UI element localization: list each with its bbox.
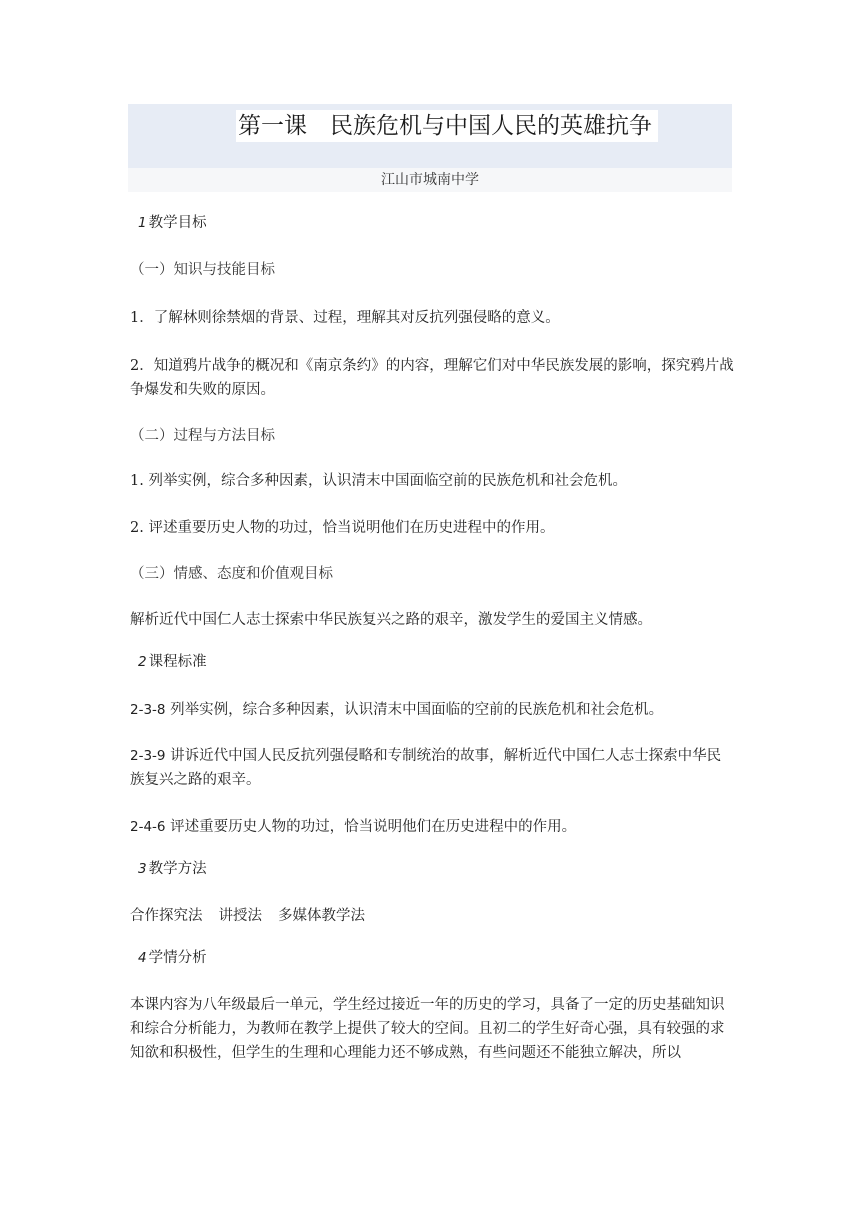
teaching-methods-list: [130, 904, 734, 928]
subheading-process-methods: （二）过程与方法目标: [130, 428, 275, 444]
subheading-emotion-values: （三）情感、态度和价值观目标: [130, 566, 333, 582]
standard-code: 2-4-6: [130, 819, 166, 835]
section-heading-curriculum-standard: [138, 650, 207, 674]
method-item: 讲授法: [218, 908, 262, 924]
method-item: 多媒体教学法: [278, 908, 365, 924]
standard-code: 2-3-9: [130, 748, 166, 764]
standard-item-2-4-6: [130, 815, 734, 839]
subheading-knowledge-skills: （一）知识与技能目标: [130, 262, 275, 278]
standard-text: 列举实例，综合多种因素，认识清末中国面临的空前的民族危机和社会危机。: [165, 702, 664, 718]
paragraph-emotion: 解析近代中国仁人志士探索中华民族复兴之路的艰辛，激发学生的爱国主义情感。: [130, 612, 652, 628]
paragraph-goal-1: 1．了解林则徐禁烟的背景、过程，理解其对反抗列强侵略的意义。: [130, 310, 560, 326]
paragraph-process-1: 1. 列举实例，综合多种因素，认识清末中国面临空前的民族危机和社会危机。: [130, 473, 627, 489]
paragraph-goal-2: 2．知道鸦片战争的概况和《南京条约》的内容，理解它们对中华民族发展的影响，探究鸦片战争爆发和失败的原因。: [130, 358, 734, 398]
section-number: 2: [138, 654, 147, 670]
method-item: 合作探究法: [130, 908, 203, 924]
section-number: 4: [138, 950, 147, 966]
section-heading-teaching-methods: [138, 857, 207, 881]
standard-item-2-3-8: [130, 698, 734, 722]
section-heading-learner-analysis: [138, 946, 207, 970]
standard-text: 评述重要历史人物的功过，恰当说明他们在历史进程中的作用。: [165, 819, 577, 835]
school-name: 江山市城南中学: [381, 172, 479, 188]
section-number: 1: [138, 215, 147, 231]
paragraph-learner-analysis: 本课内容为八年级最后一单元，学生经过接近一年的历史的学习，具备了一定的历史基础知识和综合分析能力，为教师在教学上提供了较大的空间。且初二的学生好奇心强，具有较强的求知欲和积极性，但学生的生理和心理能力还不够成熟，有些问题还不能独立解决，所以: [130, 997, 725, 1061]
section-label: 课程标准: [148, 654, 207, 670]
standard-code: 2-3-8: [130, 702, 166, 718]
paragraph-process-2: 2. 评述重要历史人物的功过，恰当说明他们在历史进程中的作用。: [130, 520, 555, 536]
section-label: 教学目标: [148, 215, 207, 231]
standard-item-2-3-9: [130, 744, 734, 792]
section-label: 教学方法: [148, 861, 207, 877]
section-number: 3: [138, 861, 147, 877]
section-label: 学情分析: [148, 950, 207, 966]
section-heading-teaching-goals: [138, 211, 207, 235]
standard-text: 讲诉近代中国人民反抗列强侵略和专制统治的故事，解析近代中国仁人志士探索中华民族复兴之路的艰辛。: [130, 748, 722, 788]
document-title: 第一课 民族危机与中国人民的英雄抗争: [236, 110, 658, 142]
